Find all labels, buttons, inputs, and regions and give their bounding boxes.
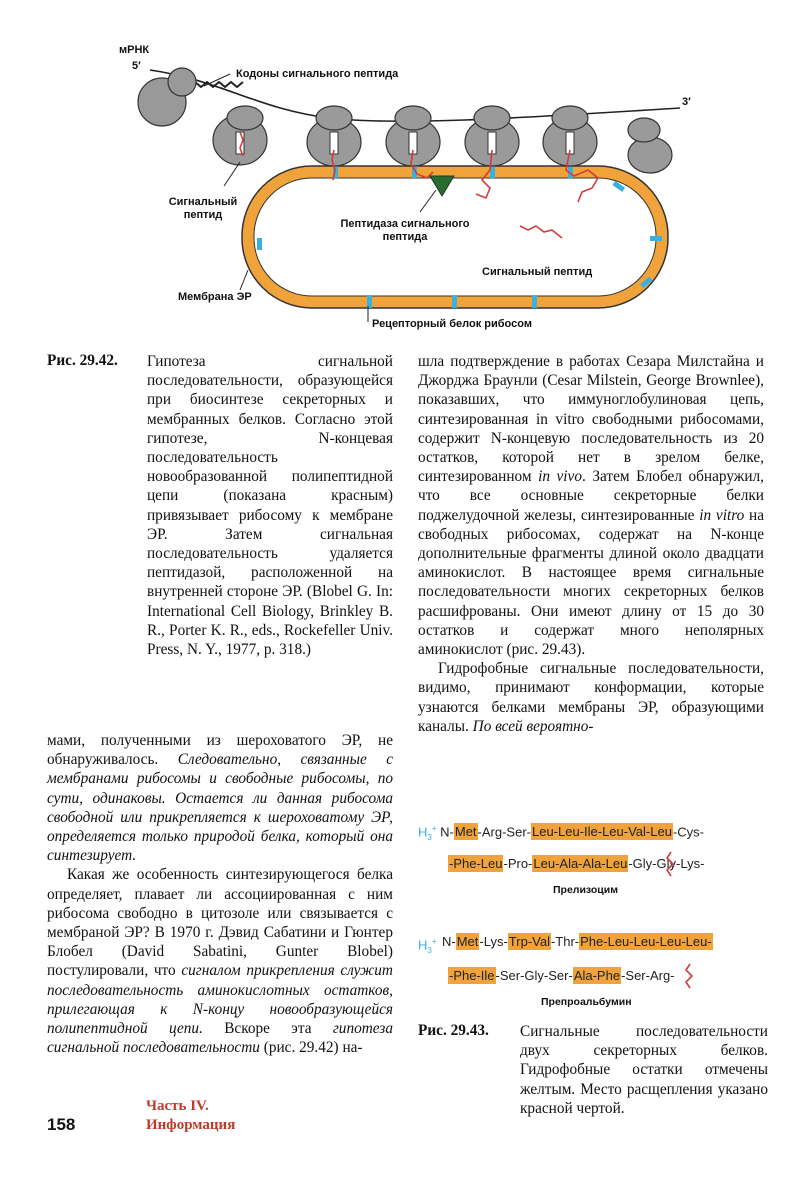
residues: H: [418, 824, 428, 840]
residues: N-: [436, 824, 454, 840]
label-mrna: мРНК: [119, 44, 150, 56]
left-paragraph-1: мами, полученными из шероховатого ЭР, не обнаруживалось. Следовательно, связанные с мембранами рибосомы и свободные рибосомы, по сути, одинаковы. Остается ли данная рибосома свободной или прикрепляется к шероховатому ЭР, определяется только природой белка, который она синтезирует.: [47, 732, 393, 865]
residues: -Ser-Arg-: [621, 968, 675, 983]
hydrophobic-residues: Leu-Ala-Ala-Leu: [533, 856, 628, 871]
residues: -Thr-: [550, 934, 580, 949]
preproalbumin-h3-prefix: $H_3^+$: [418, 937, 437, 955]
prelysozyme-sequence-line-1: [418, 820, 704, 847]
right-paragraph-1: шла подтверждение в работах Сезара Милстайна и Джорджа Браунли (Cesar Milstein, George Brownlee), показавших, что иммуноглобулиновая цепь, синтезированная in vitro свободными рибосомами, содержит N-концевую последовательность из 20 остатков, которой нет в зрелом белке, синтезированном in vivo. Затем Блобел обнаружил, что все основные секреторные белки поджелудочной железы, синтезированные in vitro на свободных рибосомах, содержат на N-конце дополнительные фрагменты длиной около двадцати аминокислот. В настоящее время сигнальные последовательности многих секреторных белков расшифрованы. Они имеют длину от 15 до 30 остатков и содержат много неполярных аминокислот (рис. 29.43).: [418, 353, 764, 659]
hydrophobic-residues: Met: [454, 824, 477, 840]
label-peptidase: Пептидаза сигнального пептида: [340, 218, 470, 243]
residues: -Lys-: [479, 934, 508, 949]
label-ribosome-receptor: Рецепторный белок рибосом: [372, 318, 532, 330]
label-five-prime: 5′: [132, 60, 141, 72]
caption-1-text: Гипотеза сигнальной последовательности, образующейся при биосинтезе секреторных и мембранных белков. Согласно этой гипотезе, N-концевая последовательность новообразованной полипептидной цепи (показана красным) привязывает рибосому к мембране ЭР. Затем сигнальная последовательность удаляется пептидазой, расположенной на внутренней стороне ЭР. (Blobel G. In: International Cell Biology, Brinkley B. R., Porter K. R., eds., Rockefeller Univ. Press, N. Y., 1977, p. 318.): [147, 353, 393, 659]
free-ribosome-left: [138, 68, 196, 126]
footer-part: Часть IV.: [146, 1098, 209, 1114]
left-column: [47, 731, 393, 1057]
cleavage-mark-prelysozyme: [661, 850, 681, 880]
residues: -Ser-Gly-Ser-: [495, 968, 573, 983]
figure-signal-hypothesis: [0, 0, 799, 345]
prelysozyme-name: Прелизоцим: [553, 884, 618, 896]
hydrophobic-residues: Phe-Leu-Leu-Leu-Leu-: [580, 934, 712, 949]
caption-2-label: Рис. 29.43.: [418, 1022, 489, 1039]
hydrophobic-residues: Leu-Leu-Ile-Leu-Val-Leu: [531, 824, 672, 840]
left-paragraph-2: Какая же особенность синтезирующегося белка определяет, плавает ли ассоциированная с ним рибосома свободно в цитозоле или связывается с мембраной ЭР? В 1970 г. Дэвид Сабатини и Гюнтер Блобел (David Sabatini, Gunter Blobel) постулировали, что сигналом прикрепления служит последовательность аминокислотных остатков, прилегающая к N-концу новообразующейся полипептидной цепи. Вскоре эта гипотеза сигнальной последовательности (рис. 29.42) на-: [47, 866, 393, 1057]
hydrophobic-residues: -Phe-Leu: [449, 856, 503, 871]
preproalbumin-sequence-line-2: [448, 967, 675, 985]
attached-ribosomes: [213, 106, 672, 173]
page-number: 158: [47, 1115, 76, 1134]
label-signal-peptide-left: Сигнальный пептид: [168, 196, 238, 221]
cleavage-mark-preproalbumin: [680, 962, 700, 992]
label-er-membrane: Мембрана ЭР: [178, 291, 252, 303]
footer-part-title: Информация: [146, 1117, 236, 1133]
hydrophobic-residues: Ala-Phe: [573, 968, 621, 983]
label-signal-codons: Кодоны сигнального пептида: [236, 68, 399, 80]
caption-2-text: Сигнальные последовательности двух секреторных белков. Гидрофобные остатки отмечены желтым. Место расщепления указано красной чертой.: [520, 1023, 768, 1117]
hydrophobic-residues: Trp-Val: [508, 934, 550, 949]
hydrophobic-residues: Met: [456, 934, 479, 949]
caption-1-label: Рис. 29.42.: [47, 352, 118, 369]
preproalbumin-name: Препроальбумин: [541, 996, 632, 1008]
preproalbumin-sequence-line-1: [442, 933, 713, 951]
hydrophobic-residues: -Phe-Ile: [449, 968, 495, 983]
right-paragraph-2: Гидрофобные сигнальные последовательности, видимо, принимают конформации, которые узнаются белками мембраны ЭР, образующими каналы. По всей вероятно-: [418, 660, 764, 735]
residues: -Cys-: [672, 824, 704, 840]
label-signal-peptide-right: Сигнальный пептид: [482, 266, 593, 278]
residues: -Gly-Gly-Lys-: [628, 856, 705, 871]
residues: N-: [442, 934, 456, 949]
residues: -Arg-Ser-: [477, 824, 531, 840]
right-column: [418, 352, 764, 736]
residues: 3: [427, 832, 432, 842]
label-three-prime: 3′: [682, 96, 691, 108]
residues: -Pro-: [503, 856, 533, 871]
residues: +: [431, 824, 437, 833]
